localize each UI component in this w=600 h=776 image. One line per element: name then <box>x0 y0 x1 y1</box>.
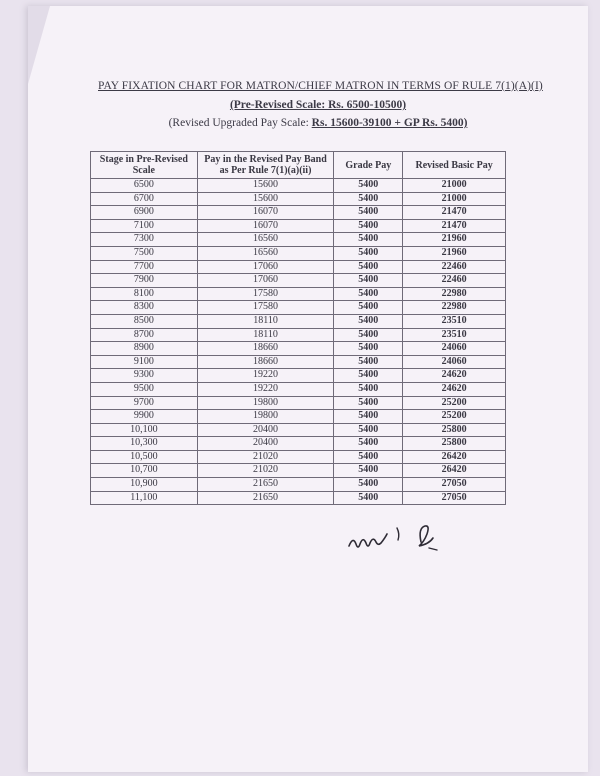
cell-stage: 10,700 <box>91 464 198 478</box>
table-row <box>91 328 506 342</box>
cell-grade-pay: 5400 <box>334 246 403 260</box>
table-row <box>91 219 506 233</box>
header-basic-pay: Revised Basic Pay <box>403 152 506 179</box>
cell-pay-band: 17580 <box>197 301 334 315</box>
cell-grade-pay: 5400 <box>334 314 403 328</box>
table-row <box>91 314 506 328</box>
cell-basic-pay: 25200 <box>403 410 506 424</box>
cell-pay-band: 19220 <box>197 369 334 383</box>
header-pay-band: Pay in the Revised Pay Band as Per Rule 7(1)(a)(ii) <box>197 152 334 179</box>
cell-basic-pay: 23510 <box>403 328 506 342</box>
cell-pay-band: 15600 <box>197 179 334 193</box>
cell-basic-pay: 25800 <box>403 423 506 437</box>
cell-grade-pay: 5400 <box>334 491 403 505</box>
cell-basic-pay: 21470 <box>403 219 506 233</box>
cell-pay-band: 16560 <box>197 246 334 260</box>
cell-grade-pay: 5400 <box>334 410 403 424</box>
cell-pay-band: 21650 <box>197 491 334 505</box>
cell-stage: 6500 <box>91 179 198 193</box>
cell-stage: 7300 <box>91 233 198 247</box>
table-body <box>91 179 506 505</box>
cell-basic-pay: 24060 <box>403 355 506 369</box>
cell-stage: 10,300 <box>91 437 198 451</box>
cell-grade-pay: 5400 <box>334 219 403 233</box>
cell-stage: 7700 <box>91 260 198 274</box>
cell-basic-pay: 22460 <box>403 274 506 288</box>
cell-pay-band: 18110 <box>197 314 334 328</box>
header-grade-pay: Grade Pay <box>334 152 403 179</box>
cell-grade-pay: 5400 <box>334 464 403 478</box>
cell-stage: 10,900 <box>91 478 198 492</box>
cell-grade-pay: 5400 <box>334 260 403 274</box>
revised-scale-prefix: (Revised Upgraded Pay Scale: <box>168 117 312 129</box>
cell-stage: 9700 <box>91 396 198 410</box>
cell-basic-pay: 24620 <box>403 382 506 396</box>
cell-pay-band: 16560 <box>197 233 334 247</box>
cell-grade-pay: 5400 <box>334 342 403 356</box>
document-title: PAY FIXATION CHART FOR MATRON/CHIEF MATRON IN TERMS OF RULE 7(1)(A)(I) <box>98 80 543 92</box>
cell-stage: 8500 <box>91 314 198 328</box>
cell-stage: 7100 <box>91 219 198 233</box>
cell-stage: 6900 <box>91 206 198 220</box>
cell-pay-band: 17060 <box>197 274 334 288</box>
cell-grade-pay: 5400 <box>334 382 403 396</box>
table-row <box>91 301 506 315</box>
cell-grade-pay: 5400 <box>334 179 403 193</box>
table-row <box>91 192 506 206</box>
cell-grade-pay: 5400 <box>334 301 403 315</box>
cell-basic-pay: 22980 <box>403 301 506 315</box>
revised-scale-value: Rs. 15600-39100 + GP Rs. 5400) <box>311 117 468 129</box>
cell-pay-band: 17060 <box>197 260 334 274</box>
cell-basic-pay: 21960 <box>403 233 506 247</box>
cell-basic-pay: 22460 <box>403 260 506 274</box>
cell-basic-pay: 25800 <box>403 437 506 451</box>
cell-grade-pay: 5400 <box>334 192 403 206</box>
cell-grade-pay: 5400 <box>334 287 403 301</box>
table-row <box>91 410 506 424</box>
table-row <box>91 491 506 505</box>
table-row <box>91 246 506 260</box>
cell-pay-band: 18660 <box>197 355 334 369</box>
pay-fixation-table <box>90 151 506 505</box>
cell-grade-pay: 5400 <box>334 274 403 288</box>
cell-basic-pay: 21960 <box>403 246 506 260</box>
table-row <box>91 260 506 274</box>
cell-stage: 8300 <box>91 301 198 315</box>
cell-pay-band: 15600 <box>197 192 334 206</box>
table-row <box>91 233 506 247</box>
cell-pay-band: 17580 <box>197 287 334 301</box>
table-row <box>91 437 506 451</box>
cell-stage: 10,500 <box>91 450 198 464</box>
cell-stage: 8100 <box>91 287 198 301</box>
cell-pay-band: 19800 <box>197 410 334 424</box>
table-row <box>91 382 506 396</box>
table-row <box>91 355 506 369</box>
cell-basic-pay: 21470 <box>403 206 506 220</box>
cell-stage: 7500 <box>91 246 198 260</box>
table-row <box>91 423 506 437</box>
cell-pay-band: 21020 <box>197 464 334 478</box>
cell-stage: 11,100 <box>91 491 198 505</box>
pre-revised-scale: (Pre-Revised Scale: Rs. 6500-10500) <box>229 99 407 111</box>
cell-grade-pay: 5400 <box>334 206 403 220</box>
cell-pay-band: 20400 <box>197 423 334 437</box>
table-row <box>91 206 506 220</box>
cell-basic-pay: 23510 <box>403 314 506 328</box>
cell-pay-band: 21020 <box>197 450 334 464</box>
cell-stage: 9100 <box>91 355 198 369</box>
cell-stage: 10,100 <box>91 423 198 437</box>
cell-pay-band: 18660 <box>197 342 334 356</box>
cell-grade-pay: 5400 <box>334 450 403 464</box>
cell-basic-pay: 26420 <box>403 450 506 464</box>
table-row <box>91 450 506 464</box>
cell-grade-pay: 5400 <box>334 478 403 492</box>
cell-basic-pay: 27050 <box>403 478 506 492</box>
cell-basic-pay: 22980 <box>403 287 506 301</box>
table-row <box>91 396 506 410</box>
header-stage: Stage in Pre-Revised Scale <box>91 152 198 179</box>
cell-basic-pay: 21000 <box>403 192 506 206</box>
cell-grade-pay: 5400 <box>334 369 403 383</box>
cell-grade-pay: 5400 <box>334 423 403 437</box>
table-row <box>91 179 506 193</box>
cell-pay-band: 19800 <box>197 396 334 410</box>
cell-grade-pay: 5400 <box>334 396 403 410</box>
cell-grade-pay: 5400 <box>334 233 403 247</box>
table-header-row <box>91 152 506 179</box>
cell-pay-band: 20400 <box>197 437 334 451</box>
cell-pay-band: 16070 <box>197 219 334 233</box>
cell-basic-pay: 26420 <box>403 464 506 478</box>
cell-pay-band: 18110 <box>197 328 334 342</box>
cell-basic-pay: 27050 <box>403 491 506 505</box>
cell-stage: 8700 <box>91 328 198 342</box>
table-row <box>91 478 506 492</box>
cell-pay-band: 16070 <box>197 206 334 220</box>
cell-pay-band: 21650 <box>197 478 334 492</box>
cell-grade-pay: 5400 <box>334 328 403 342</box>
table-row <box>91 274 506 288</box>
cell-stage: 9300 <box>91 369 198 383</box>
table-row <box>91 369 506 383</box>
cell-stage: 9500 <box>91 382 198 396</box>
cell-grade-pay: 5400 <box>334 437 403 451</box>
cell-stage: 6700 <box>91 192 198 206</box>
cell-basic-pay: 24620 <box>403 369 506 383</box>
cell-stage: 8900 <box>91 342 198 356</box>
cell-stage: 7900 <box>91 274 198 288</box>
cell-basic-pay: 24060 <box>403 342 506 356</box>
cell-grade-pay: 5400 <box>334 355 403 369</box>
cell-stage: 9900 <box>91 410 198 424</box>
table-row <box>91 287 506 301</box>
signature <box>345 520 455 560</box>
cell-basic-pay: 25200 <box>403 396 506 410</box>
page-fold-corner <box>28 6 50 84</box>
revised-scale <box>98 117 538 129</box>
table-row <box>91 464 506 478</box>
cell-pay-band: 19220 <box>197 382 334 396</box>
cell-basic-pay: 21000 <box>403 179 506 193</box>
table-row <box>91 342 506 356</box>
